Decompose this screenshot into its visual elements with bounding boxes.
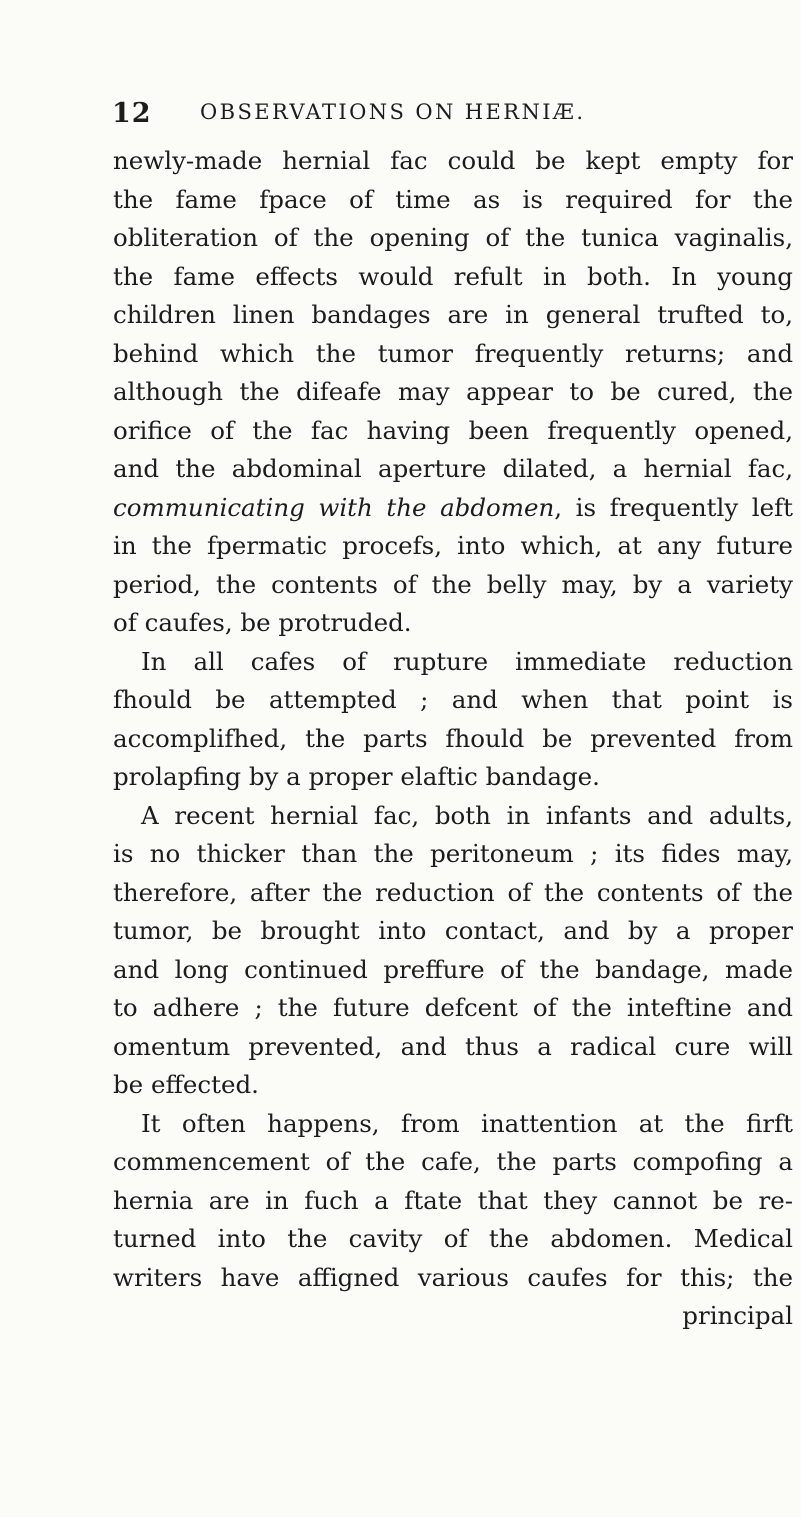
text-line bbox=[113, 1220, 793, 1259]
line-text: fhould be attempted ; and when that point is bbox=[113, 685, 793, 714]
text-line bbox=[113, 720, 793, 759]
text-line bbox=[113, 1066, 793, 1105]
line-text: turned into the cavity of the abdomen. Medical bbox=[113, 1224, 793, 1253]
line-text: of caufes, be protruded. bbox=[113, 608, 412, 637]
line-text: and the abdominal aperture dilated, a hernial fac, bbox=[113, 454, 793, 483]
text-line bbox=[113, 296, 793, 335]
page-number: 12 bbox=[112, 98, 152, 129]
italic-phrase: communicating with the abdomen bbox=[113, 492, 555, 522]
line-text: orifice of the fac having been frequently opened, bbox=[113, 415, 793, 445]
text-line bbox=[113, 874, 793, 913]
line-text: is no thicker than the peritoneum ; its fides may, bbox=[113, 839, 793, 868]
text-line bbox=[113, 450, 793, 489]
text-line bbox=[113, 219, 793, 258]
line-text: tumor, be brought into contact, and by a proper bbox=[113, 916, 793, 945]
text-line bbox=[113, 989, 793, 1028]
line-text: In all cafes of rupture immediate reduction bbox=[141, 646, 793, 676]
text-line bbox=[113, 912, 793, 951]
text-line bbox=[113, 1105, 793, 1144]
text-line bbox=[113, 412, 793, 451]
body-text bbox=[113, 142, 793, 1336]
text-line bbox=[113, 1259, 793, 1298]
line-text: period, the contents of the belly may, by a variety bbox=[113, 569, 793, 599]
text-line bbox=[113, 951, 793, 990]
line-text: writers have affigned various caufes for this; the bbox=[113, 1262, 793, 1292]
line-text: children linen bandages are in general trufted to, bbox=[113, 300, 793, 329]
line-text: behind which the tumor frequently returns; and bbox=[113, 338, 793, 368]
line-text: omentum prevented, and thus a radical cure will bbox=[113, 1031, 793, 1061]
text-line bbox=[113, 489, 793, 528]
line-text: although the difeafe may appear to be cured, the bbox=[113, 377, 793, 406]
text-line bbox=[113, 643, 793, 682]
line-text: prolapfing by a proper elaftic bandage. bbox=[113, 762, 600, 791]
text-line bbox=[113, 1143, 793, 1182]
text-line bbox=[113, 758, 793, 797]
line-text: commencement of the cafe, the parts compofing a bbox=[113, 1147, 793, 1176]
text-line bbox=[113, 1028, 793, 1067]
text-line bbox=[113, 335, 793, 374]
line-text: obliteration of the opening of the tunica vaginalis, bbox=[113, 223, 793, 252]
line-text: in the fpermatic procefs, into which, at any future bbox=[113, 531, 793, 560]
line-text: , is frequently left bbox=[554, 492, 793, 522]
text-line bbox=[113, 835, 793, 874]
line-text: A recent hernial fac, both in infants and adults, bbox=[141, 800, 793, 830]
text-line bbox=[113, 142, 793, 181]
text-line bbox=[113, 258, 793, 297]
line-text: newly-made hernial fac could be kept empty for bbox=[113, 146, 793, 175]
text-line bbox=[113, 181, 793, 220]
line-text: the fame effects would refult in both. In young bbox=[113, 261, 793, 291]
line-text: therefore, after the reduction of the contents of the bbox=[113, 877, 793, 907]
text-line bbox=[113, 797, 793, 836]
text-line bbox=[113, 1182, 793, 1221]
line-text: It often happens, from inattention at the firft bbox=[141, 1108, 793, 1138]
line-text: hernia are in fuch a ftate that they cannot be re- bbox=[113, 1185, 793, 1215]
text-line bbox=[113, 604, 793, 643]
line-text: the fame fpace of time as is required for the bbox=[113, 184, 793, 214]
text-line bbox=[113, 373, 793, 412]
text-line bbox=[113, 527, 793, 566]
line-text: be effected. bbox=[113, 1070, 259, 1099]
line-text: accomplifhed, the parts fhould be prevented from bbox=[113, 723, 793, 753]
line-text: and long continued preffure of the bandage, made bbox=[113, 954, 793, 984]
text-line bbox=[113, 566, 793, 605]
running-head: OBSERVATIONS ON HERNIÆ. bbox=[200, 100, 586, 124]
text-line bbox=[113, 681, 793, 720]
catchword: principal bbox=[682, 1301, 793, 1330]
page-header bbox=[112, 98, 672, 138]
line-text: to adhere ; the future defcent of the inteftine and bbox=[113, 993, 793, 1022]
